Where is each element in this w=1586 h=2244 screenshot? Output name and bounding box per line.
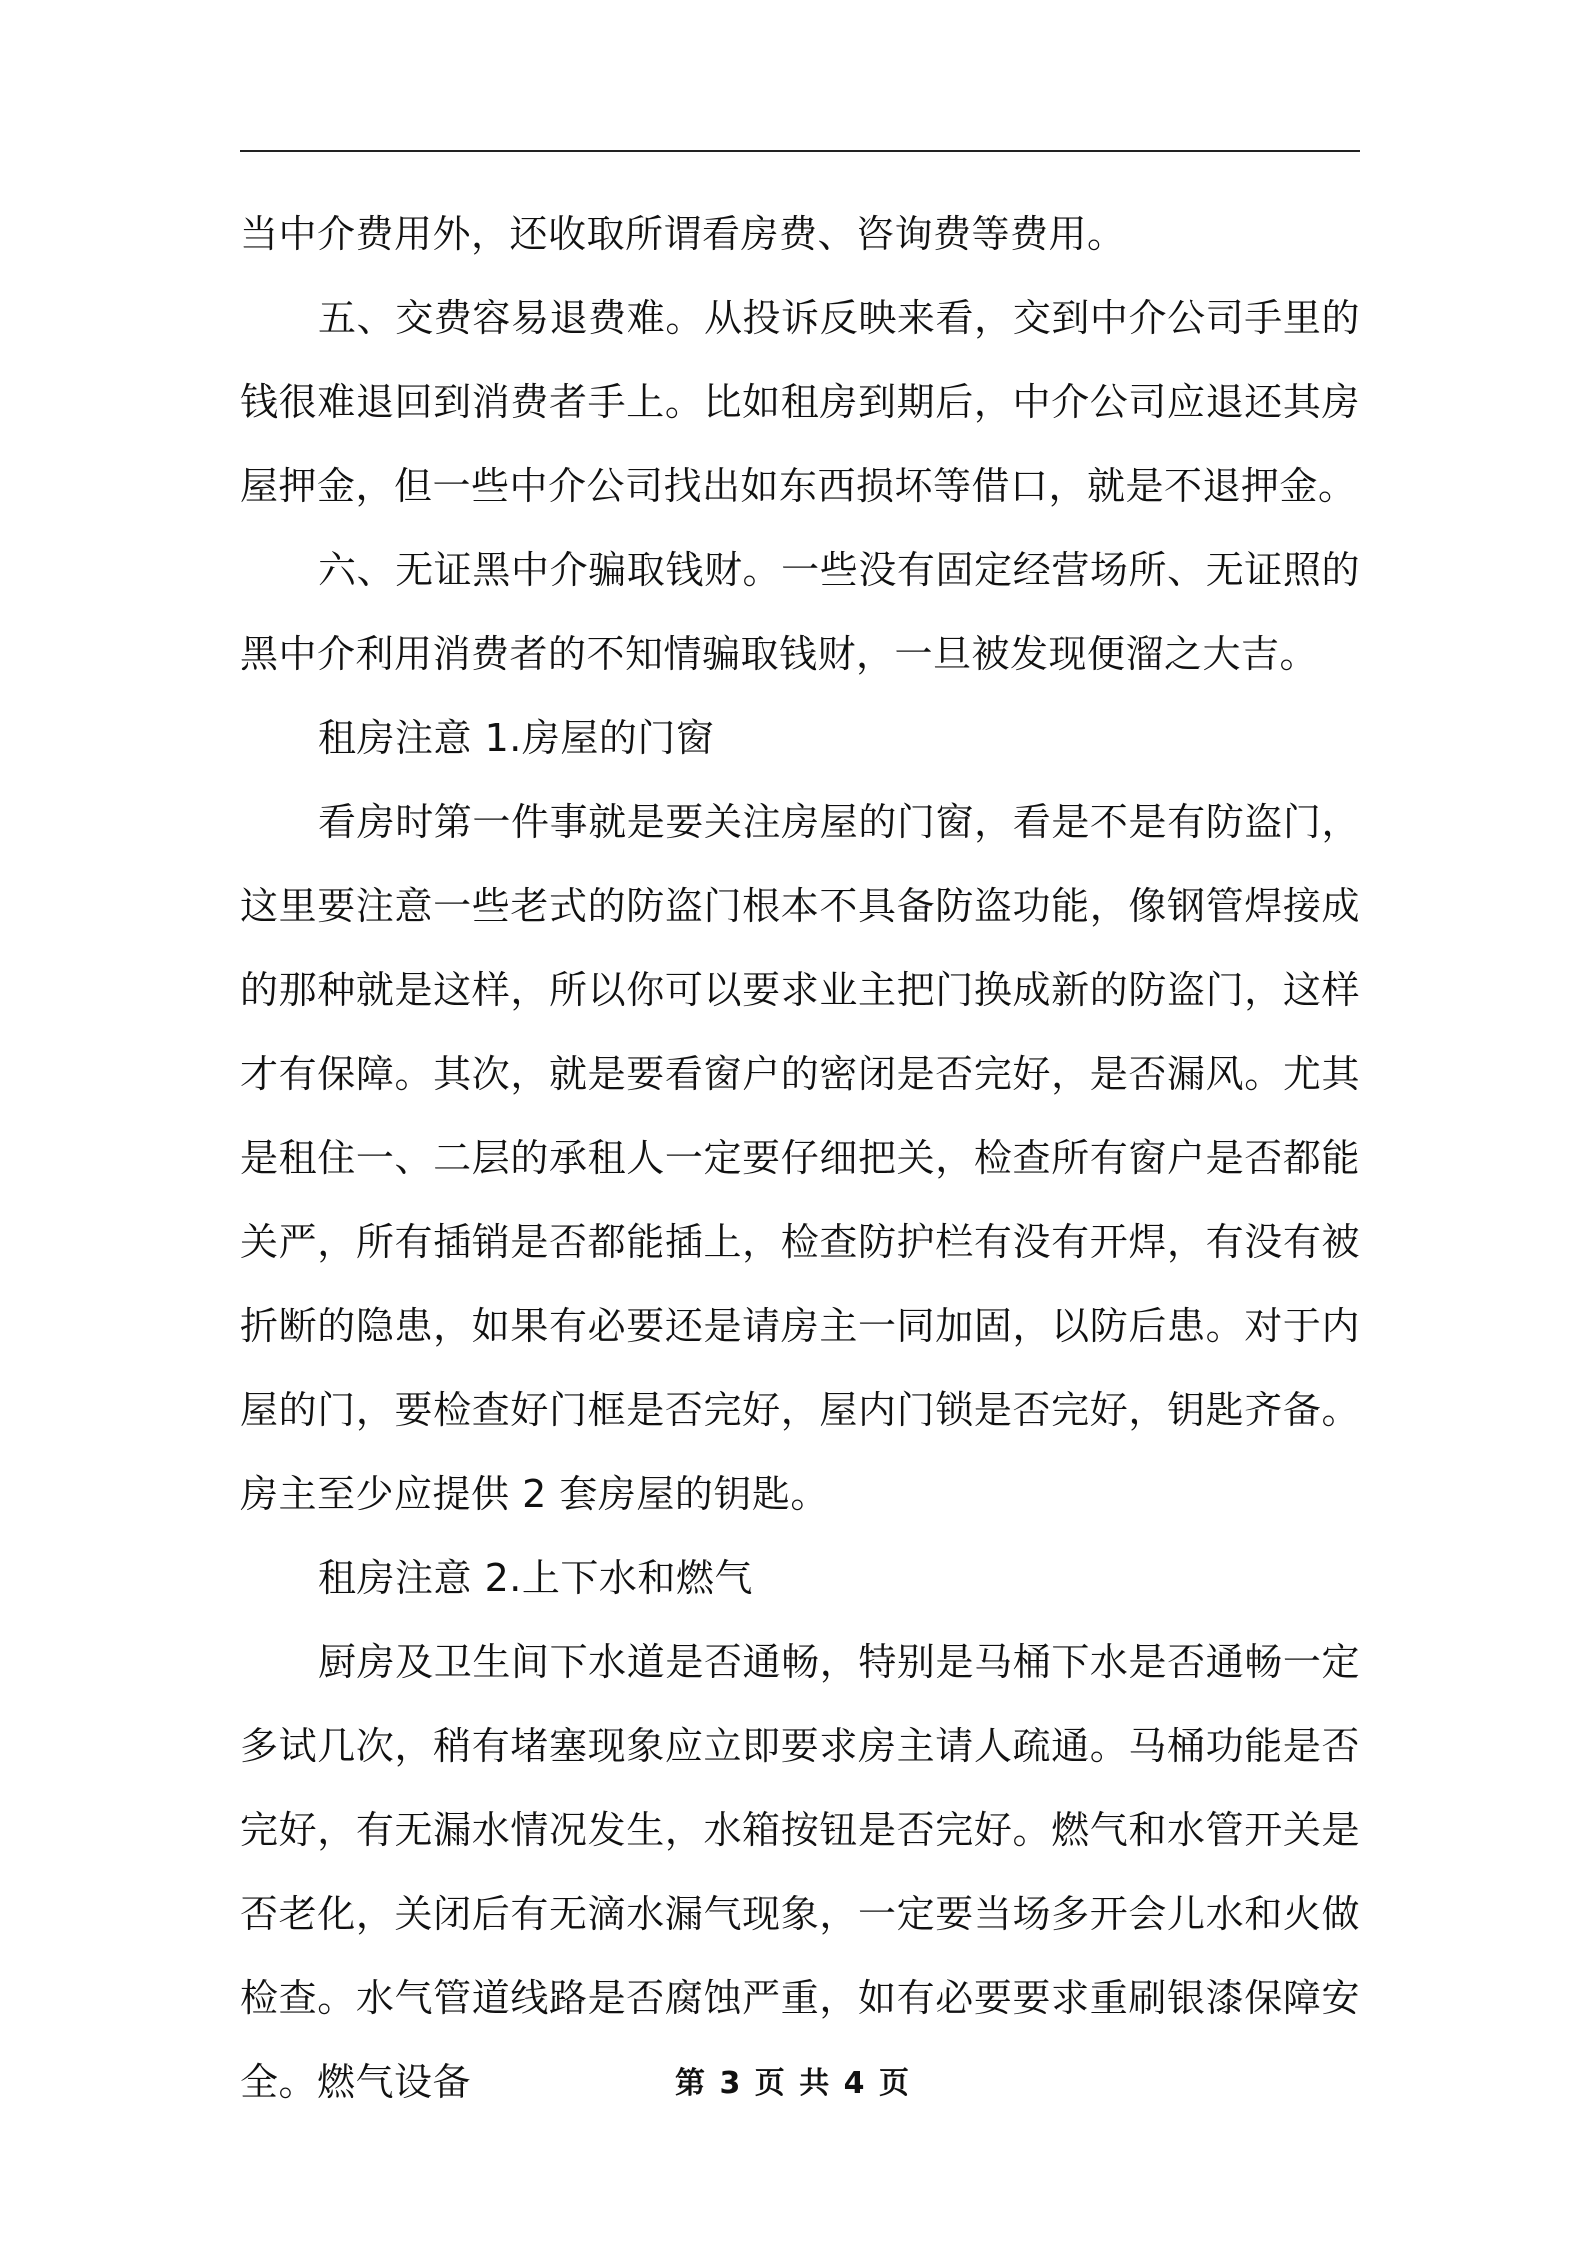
paragraph-doors-windows: 看房时第一件事就是要关注房屋的门窗，看是不是有防盗门，这里要注意一些老式的防盗门根本不具备防盗功能，像钢管焊接成的那种就是这样，所以你可以要求业主把门换成新的防盗门，这样才有保障。其次，就是要看窗户的密闭是否完好，是否漏风。尤其是租住一、二层的承租人一定要仔细把关，检查所有窗户是否都能关严，所有插销是否都能插上，检查防护栏有没有开焊，有没有被折断的隐患，如果有必要还是请房主一同加固，以防后患。对于内屋的门，要检查好门框是否完好，屋内门锁是否完好，钥匙齐备。房主至少应提供 2 套房屋的钥匙。 xyxy=(240,800,1360,1516)
paragraph-water-gas: 厨房及卫生间下水道是否通畅，特别是马桶下水是否通畅一定多试几次，稍有堵塞现象应立即要求房主请人疏通。马桶功能是否完好，有无漏水情况发生，水箱按钮是否完好。燃气和水管开关是否老化，关闭后有无滴水漏气现象，一定要当场多开会儿水和火做检查。水气管道线路是否腐蚀严重，如有必要要求重刷银漆保障安全。燃气设备 xyxy=(240,1640,1360,2104)
section-heading-water-gas: 租房注意 2.上下水和燃气 xyxy=(318,1556,753,1600)
header-rule xyxy=(240,150,1360,152)
paragraph-item-five: 五、交费容易退费难。从投诉反映来看，交到中介公司手里的钱很难退回到消费者手上。比如租房到期后，中介公司应退还其房屋押金，但一些中介公司找出如东西损坏等借口，就是不退押金。 xyxy=(240,296,1360,508)
document-body xyxy=(240,192,1360,2124)
paragraph-continuation: 当中介费用外，还收取所谓看房费、咨询费等费用。 xyxy=(240,212,1126,256)
page-number-footer: 第 3 页 共 4 页 xyxy=(675,2066,911,2101)
paragraph-item-six: 六、无证黑中介骗取钱财。一些没有固定经营场所、无证照的黑中介利用消费者的不知情骗取钱财，一旦被发现便溜之大吉。 xyxy=(240,548,1360,676)
section-heading-doors-windows: 租房注意 1.房屋的门窗 xyxy=(318,716,715,760)
